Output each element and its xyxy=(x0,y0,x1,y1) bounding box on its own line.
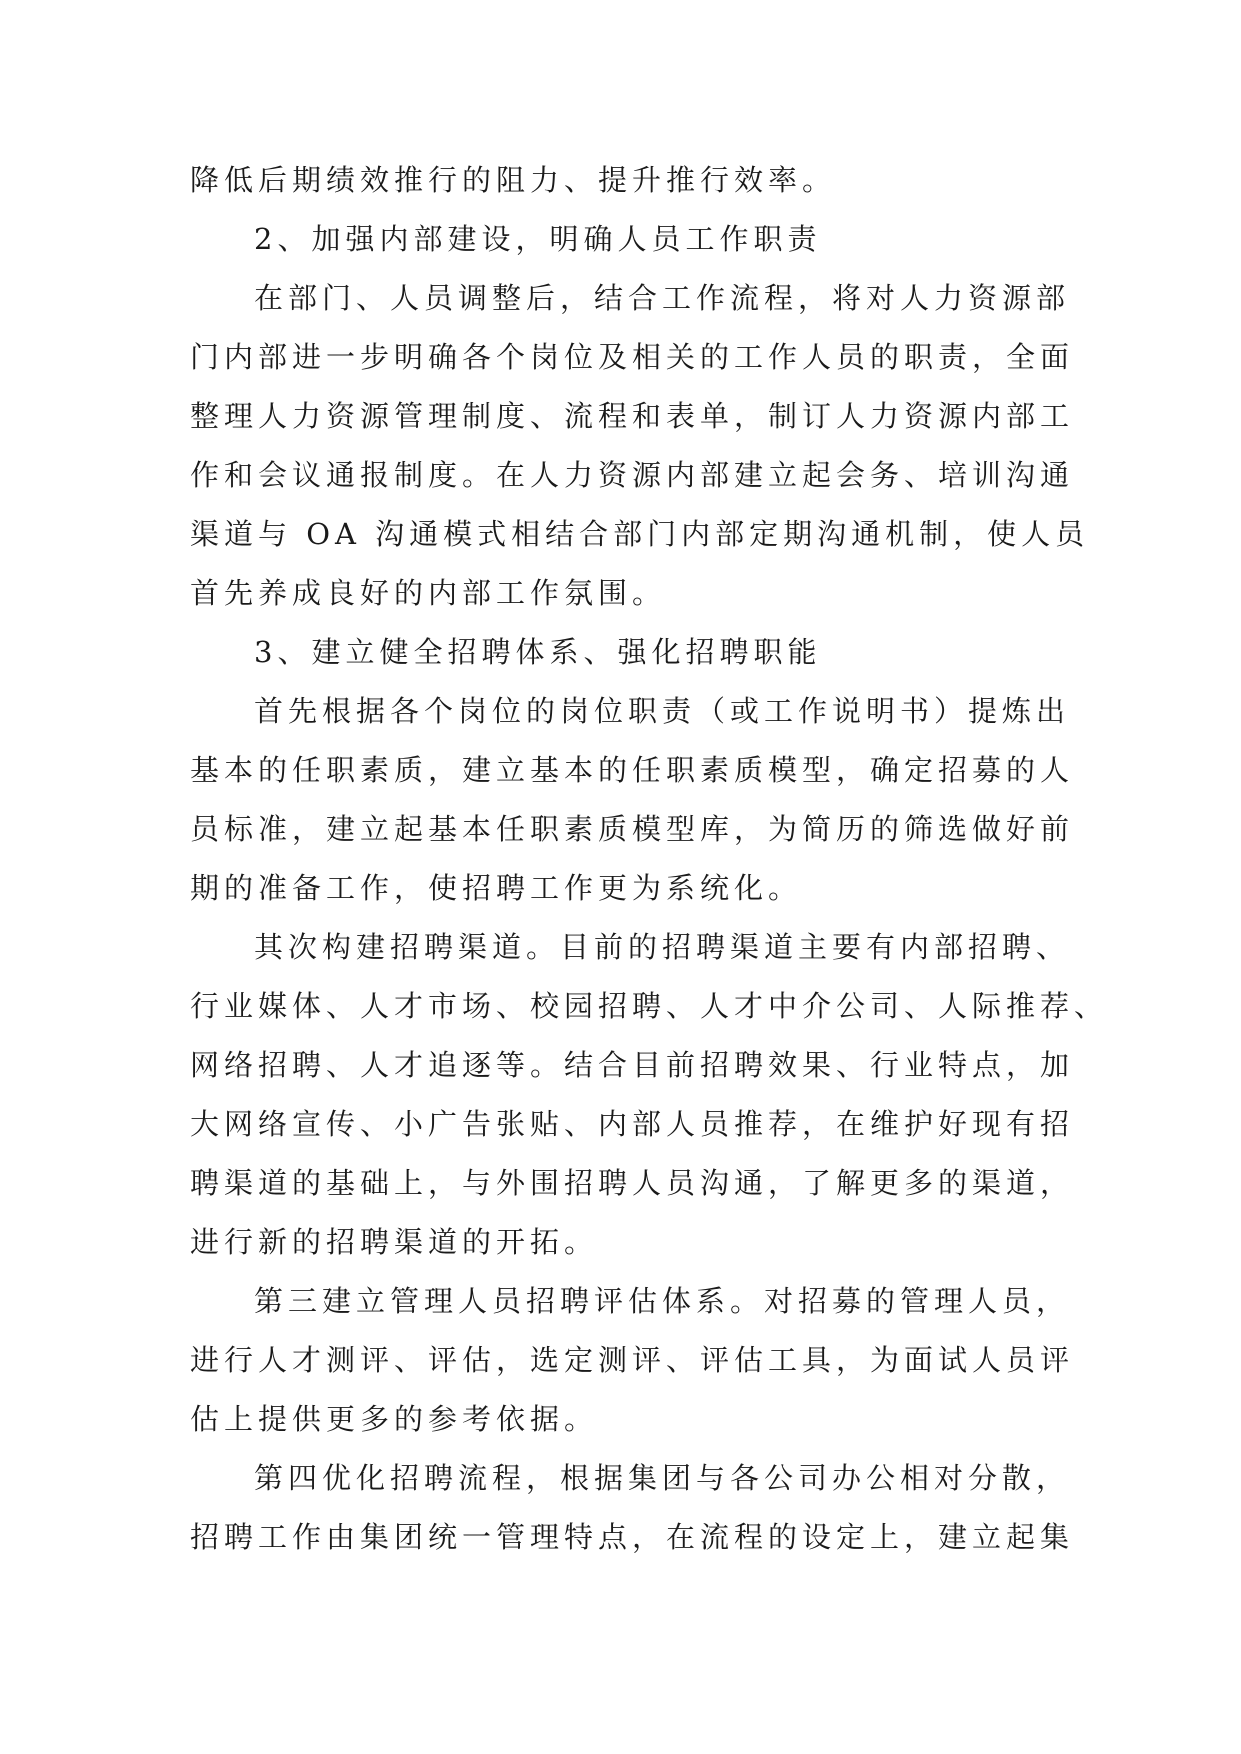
text-line: 首先养成良好的内部工作氛围。 xyxy=(190,576,667,610)
text-line: 网络招聘、人才追逐等。结合目前招聘效果、行业特点，加 xyxy=(190,1048,1075,1082)
text-line: 大网络宣传、小广告张贴、内部人员推荐，在维护好现有招 xyxy=(190,1107,1075,1141)
text-line: 估上提供更多的参考依据。 xyxy=(190,1402,599,1436)
text-line: 第三建立管理人员招聘评估体系。对招募的管理人员， xyxy=(254,1284,1071,1318)
text-line: 期的准备工作，使招聘工作更为系统化。 xyxy=(190,871,803,905)
section-heading-3: 3、建立健全招聘体系、强化招聘职能 xyxy=(254,635,822,669)
text-line: 首先根据各个岗位的岗位职责（或工作说明书）提炼出 xyxy=(254,694,1071,728)
text-line: 其次构建招聘渠道。目前的招聘渠道主要有内部招聘、 xyxy=(254,930,1071,964)
section-heading-2: 2、加强内部建设，明确人员工作职责 xyxy=(254,222,822,256)
text-line: 渠道与 OA 沟通模式相结合部门内部定期沟通机制，使人员 xyxy=(190,517,1090,551)
text-line: 在部门、人员调整后，结合工作流程，将对人力资源部 xyxy=(254,281,1071,315)
text-line: 聘渠道的基础上，与外围招聘人员沟通，了解更多的渠道， xyxy=(190,1166,1075,1200)
text-line: 进行新的招聘渠道的开拓。 xyxy=(190,1225,599,1259)
text-line: 门内部进一步明确各个岗位及相关的工作人员的职责，全面 xyxy=(190,340,1075,374)
text-line: 基本的任职素质，建立基本的任职素质模型，确定招募的人 xyxy=(190,753,1075,787)
text-line: 作和会议通报制度。在人力资源内部建立起会务、培训沟通 xyxy=(190,458,1075,492)
text-line: 进行人才测评、评估，选定测评、评估工具，为面试人员评 xyxy=(190,1343,1075,1377)
text-line: 行业媒体、人才市场、校园招聘、人才中介公司、人际推荐、 xyxy=(190,989,1109,1023)
text-line: 第四优化招聘流程，根据集团与各公司办公相对分散， xyxy=(254,1461,1071,1495)
text-line: 整理人力资源管理制度、流程和表单，制订人力资源内部工 xyxy=(190,399,1075,433)
text-line: 员标准，建立起基本任职素质模型库，为简历的筛选做好前 xyxy=(190,812,1075,846)
text-line: 降低后期绩效推行的阻力、提升推行效率。 xyxy=(190,163,837,197)
text-line: 招聘工作由集团统一管理特点，在流程的设定上，建立起集 xyxy=(190,1520,1075,1554)
